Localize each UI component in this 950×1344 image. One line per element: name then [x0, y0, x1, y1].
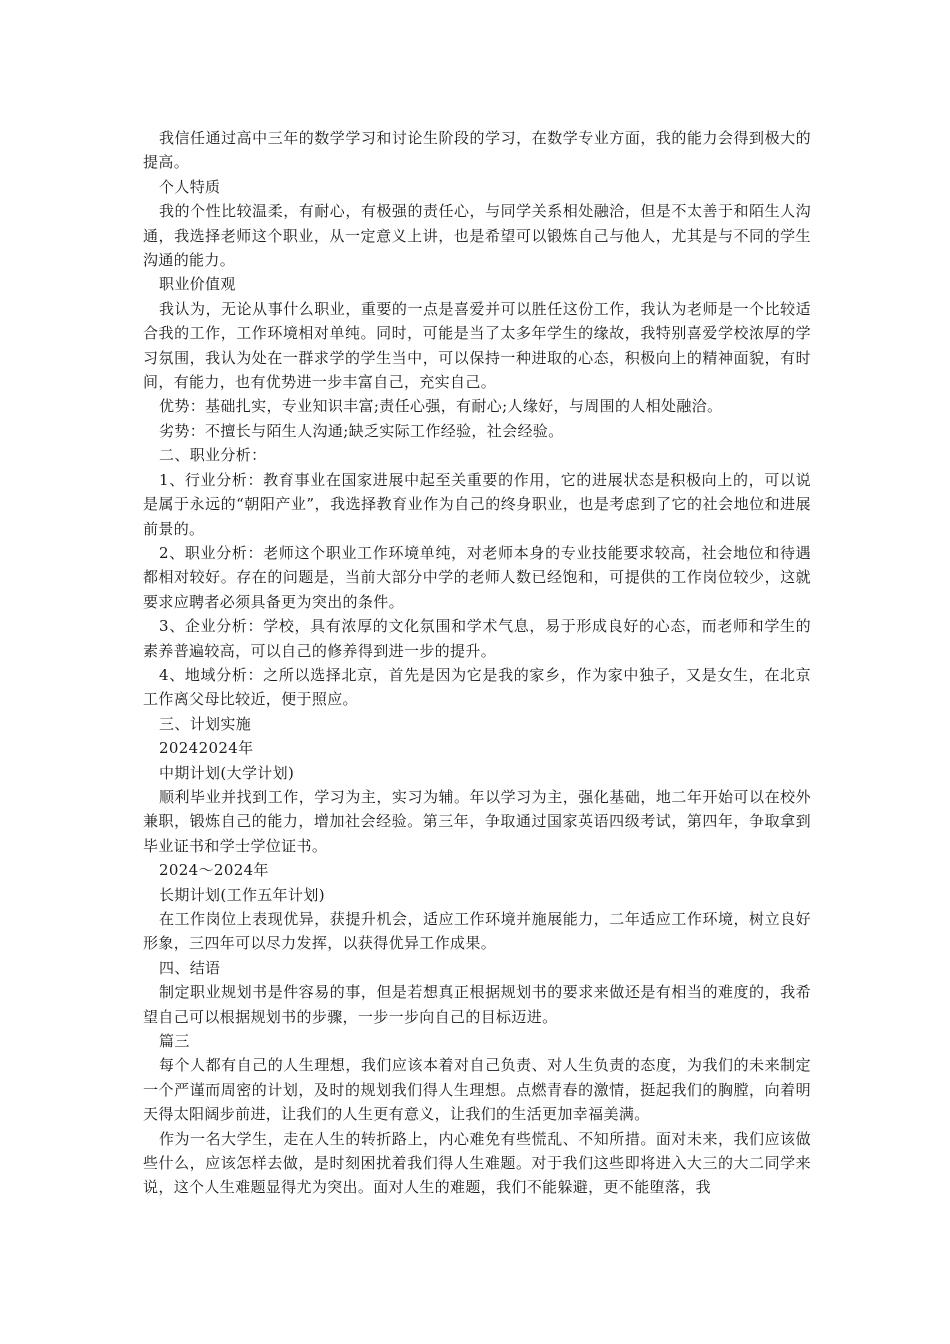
paragraph: 1、行业分析：教育事业在国家进展中起至关重要的作用，它的进展状态是积极向上的，可以说是属于永远的“朝阳产业”，我选择教育业作为自己的终身职业，也是考虑到了它的社会地位和进展前景的。	[143, 470, 811, 538]
section-heading: 职业价值观	[159, 275, 236, 294]
paragraph: 在工作岗位上表现优异，获提升机会，适应工作环境并施展能力，二年适应工作环境，树立良好形象，三四年可以尽力发挥，以获得优异工作成果。	[143, 910, 811, 953]
section-heading: 篇三	[159, 1032, 190, 1051]
date-range-heading: 20242024年	[159, 739, 254, 758]
section-heading: 二、职业分析：	[159, 446, 267, 465]
section-heading: 中期计划(大学计划)	[159, 763, 295, 782]
paragraph: 4、地域分析：之所以选择北京，首先是因为它是我的家乡，作为家中独子，又是女生，在北京工作离父母比较近，便于照应。	[143, 665, 811, 709]
paragraph: 作为一名大学生，走在人生的转折路上，内心难免有些慌乱、不知所措。面对未来，我们应该做些什么，应该怎样去做，是时刻困扰着我们得人生难题。对于我们这些即将进入大三的大二同学来说，这个人生难题显得尤为突出。面对人生的难题，我们不能躲避，更不能堕落，我	[143, 1129, 811, 1197]
section-heading: 三、计划实施	[159, 714, 252, 733]
paragraph: 2、职业分析：老师这个职业工作环境单纯，对老师本身的专业技能要求较高，社会地位和待遇都相对较好。存在的问题是，当前大部分中学的老师人数已经饱和，可提供的工作岗位较少，这就要求应聘者必须具备更为突出的条件。	[143, 543, 811, 611]
section-heading: 长期计划(工作五年计划)	[159, 885, 325, 904]
section-heading: 四、结语	[159, 958, 221, 977]
paragraph: 我的个性比较温柔，有耐心，有极强的责任心，与同学关系相处融洽，但是不太善于和陌生人沟通，我选择老师这个职业，从一定意义上讲，也是希望可以锻炼自己与他人，尤其是与不同的学生沟通的能力。	[143, 202, 811, 270]
paragraph: 制定职业规划书是件容易的事，但是若想真正根据规划书的要求来做还是有相当的难度的，我希望自己可以根据规划书的步骤，一步一步向自己的目标迈进。	[143, 983, 811, 1026]
paragraph: 我信任通过高中三年的数学学习和讨论生阶段的学习，在数学专业方面，我的能力会得到极大的提高。	[143, 129, 811, 172]
document-page	[143, 126, 811, 1200]
paragraph: 3、企业分析：学校，具有浓厚的文化氛围和学术气息，易于形成良好的心态，而老师和学生的素养普遍较高，可以自己的修养得到进一步的提升。	[143, 617, 811, 660]
paragraph: 我认为，无论从事什么职业，重要的一点是喜爱并可以胜任这份工作，我认为老师是一个比较适合我的工作，工作环境相对单纯。同时，可能是当了太多年学生的缘故，我特别喜爱学校浓厚的学习氛围，我认为处在一群求学的学生当中，可以保持一种进取的心态，积极向上的精神面貌，有时间，有能力，也有优势进一步丰富自己，充实自己。	[143, 299, 811, 392]
date-range-heading: 2024～2024年	[159, 861, 269, 880]
paragraph: 优势：基础扎实，专业知识丰富;责任心强，有耐心;人缘好，与周围的人相处融洽。	[159, 397, 723, 416]
paragraph: 劣势：不擅长与陌生人沟通;缺乏实际工作经验，社会经验。	[159, 421, 564, 440]
paragraph: 顺利毕业并找到工作，学习为主，实习为辅。年以学习为主，强化基础，地二年开始可以在校外兼职，锻炼自己的能力，增加社会经验。第三年，争取通过国家英语四级考试，第四年，争取拿到毕业证书和学士学位证书。	[143, 787, 811, 855]
paragraph: 每个人都有自己的人生理想，我们应该本着对自己负责、对人生负责的态度，为我们的未来制定一个严谨而周密的计划，及时的规划我们得人生理想。点燃青春的激情，挺起我们的胸膛，向着明天得太阳阔步前进，让我们的人生更有意义，让我们的生活更加幸福美满。	[143, 1056, 811, 1124]
section-heading: 个人特质	[159, 177, 221, 196]
